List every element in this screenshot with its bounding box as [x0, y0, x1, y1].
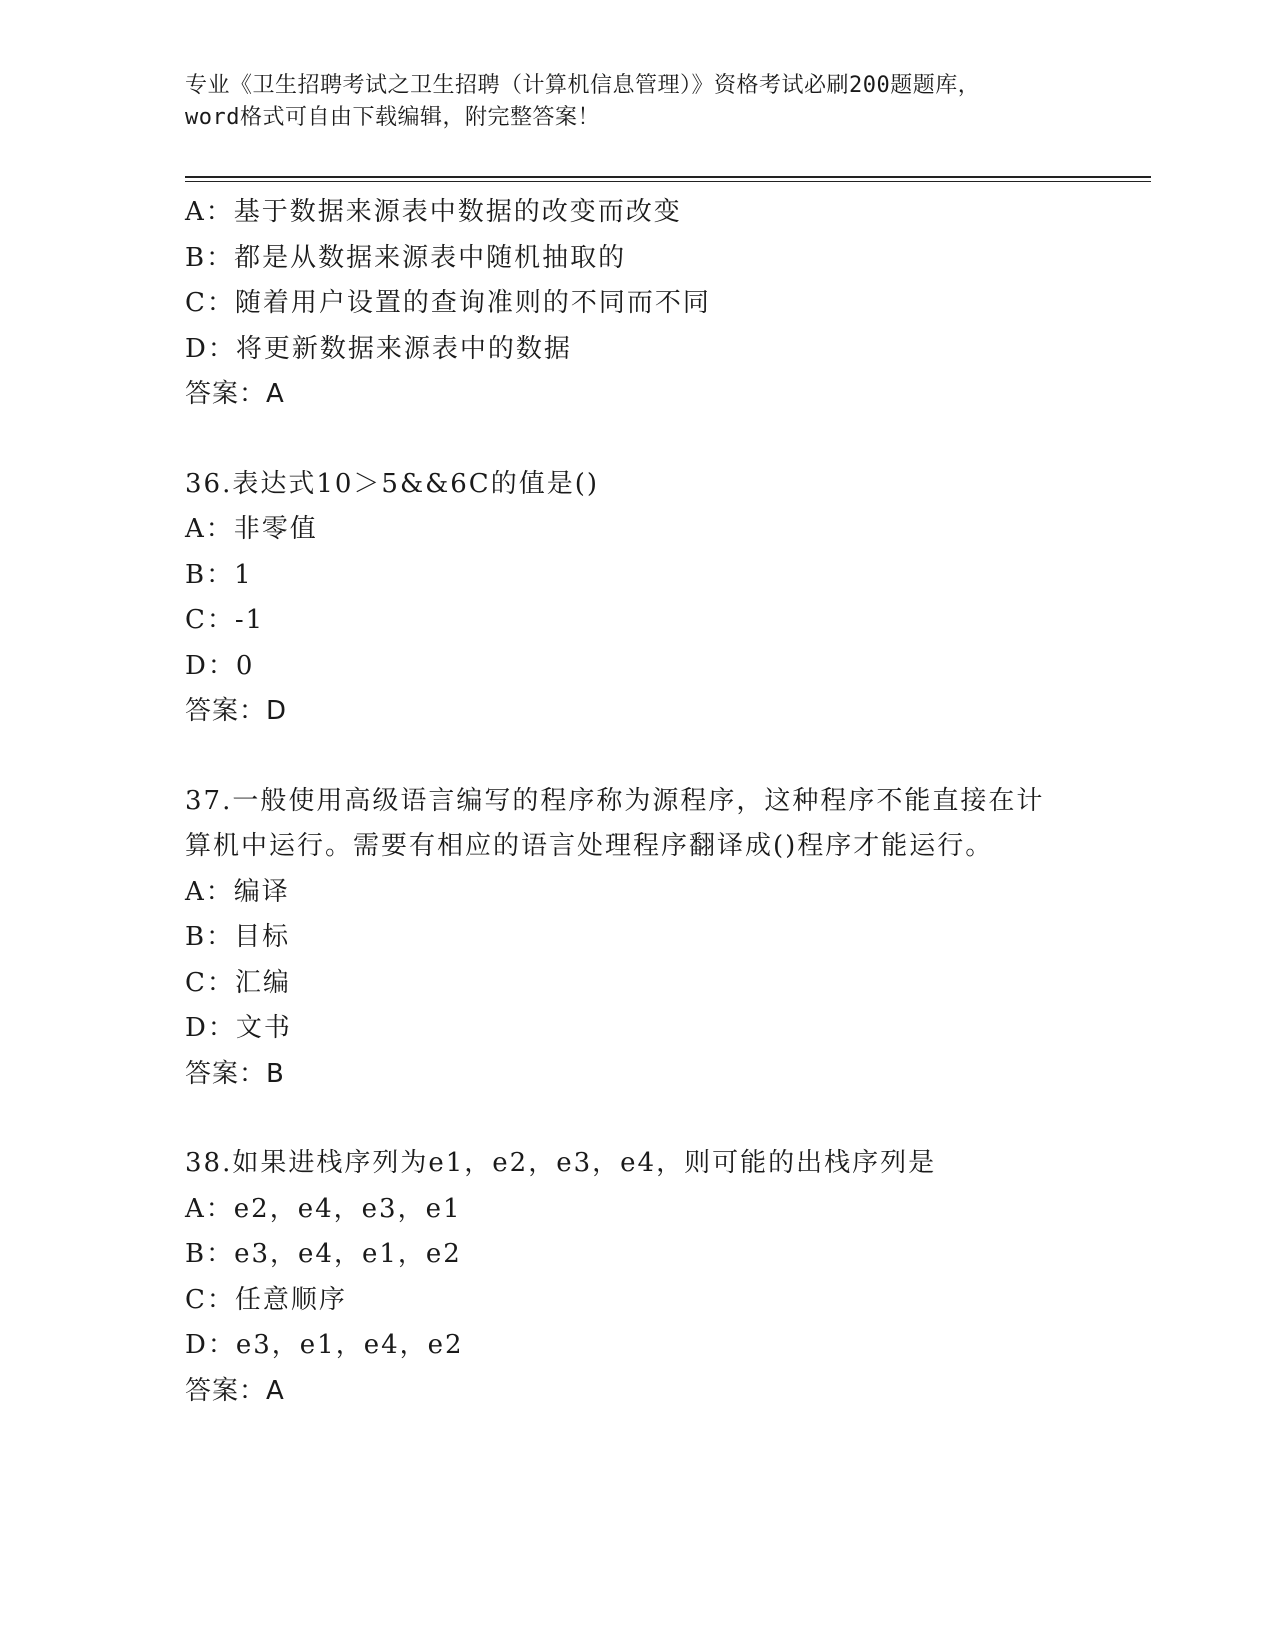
answer-line: 答案：A: [185, 1375, 285, 1406]
question-block-37: [185, 779, 1085, 1098]
option-a: A：非零值: [185, 514, 318, 544]
question-block-38: [185, 1141, 1085, 1414]
question-block-36: [185, 462, 1085, 735]
page-header: [185, 70, 1085, 134]
question-stem: 36.表达式10＞5&&6C的值是(): [185, 468, 599, 499]
option-c: C：-1: [185, 605, 265, 635]
option-b: B：1: [185, 559, 253, 590]
spacer: [185, 735, 1085, 779]
option-b: B：e3，e4，e1，e2: [185, 1239, 462, 1269]
spacer: [185, 1097, 1085, 1141]
option-d: D：0: [185, 650, 255, 681]
question-stem: 37.一般使用高级语言编写的程序称为源程序，这种程序不能直接在计: [185, 785, 1045, 816]
question-stem: 38.如果进栈序列为e1，e2，e3，e4，则可能的出栈序列是: [185, 1148, 937, 1178]
question-block-35: [185, 190, 1085, 418]
question-content: [185, 190, 1085, 1414]
option-d: D：e3，e1，e4，e2: [185, 1330, 464, 1360]
option-a: A：e2，e4，e3，e1: [185, 1193, 462, 1224]
option-c: C：随着用户设置的查询准则的不同而不同: [185, 288, 711, 318]
option-c: C：任意顺序: [185, 1284, 347, 1315]
answer-line: 答案：B: [185, 1058, 285, 1089]
option-c: C：汇编: [185, 967, 291, 998]
option-b: B：都是从数据来源表中随机抽取的: [185, 242, 627, 273]
header-line-2: word格式可自由下载编辑，附完整答案！: [185, 105, 600, 130]
option-d: D：文书: [185, 1013, 292, 1043]
answer-line: 答案：D: [185, 696, 288, 726]
question-stem-continued: 算机中运行。需要有相应的语言处理程序翻译成()程序才能运行。: [185, 831, 994, 861]
option-a: A：编译: [185, 876, 290, 907]
header-divider: [185, 176, 1151, 182]
option-a: A：基于数据来源表中数据的改变而改变: [185, 197, 682, 227]
option-b: B：目标: [185, 922, 291, 952]
answer-line: 答案：A: [185, 379, 285, 409]
spacer: [185, 418, 1085, 462]
header-line-1: 专业《卫生招聘考试之卫生招聘（计算机信息管理）》资格考试必刷200题题库，: [185, 73, 981, 98]
option-d: D：将更新数据来源表中的数据: [185, 333, 572, 364]
